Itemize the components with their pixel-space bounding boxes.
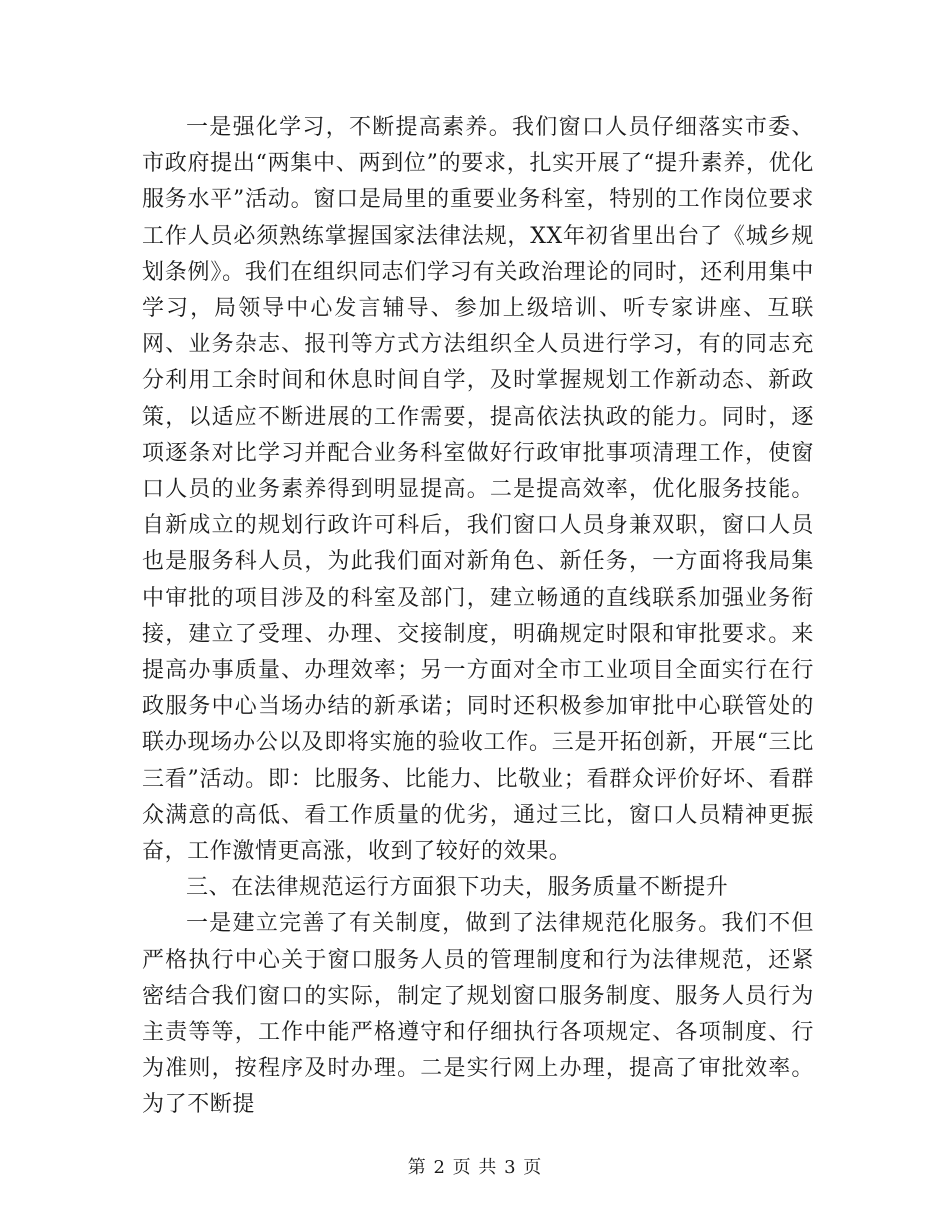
paragraph-2: 一是建立完善了有关制度，做到了法律规范化服务。我们不但严格执行中心关于窗口服务人员的管理制度和行为法律规范，还紧密结合我们窗口的实际，制定了规划窗口服务制度、服务人员行为主责等等，工作中能严格遵守和仔细执行各项规定、各项制度、行为准则，按程序及时办理。二是实行网上办理，提高了审批效率。为了不断提 [142, 911, 814, 1118]
page-footer: 第 2 页 共 3 页 [407, 1157, 543, 1178]
document-body [142, 110, 814, 1124]
section-heading: 三、在法律规范运行方面狠下功夫，服务质量不断提升 [186, 875, 729, 901]
paragraph-1: 一是强化学习，不断提高素养。我们窗口人员仔细落实市委、市政府提出“两集中、两到位”的要求，扎实开展了“提升素养，优化服务水平”活动。窗口是局里的重要业务科室，特别的工作岗位要求工作人员必须熟练掌握国家法律法规，XX年初省里出台了《城乡规划条例》。我们在组织同志们学习有关政治理论的同时，还利用集中学习，局领导中心发言辅导、参加上级培训、听专家讲座、互联网、业务杂志、报刊等方式方法组织全人员进行学习，有的同志充分利用工余时间和休息时间自学，及时掌握规划工作新动态、新政策，以适应不断进展的工作需要，提高依法执政的能力。同时，逐项逐条对比学习并配合业务科室做好行政审批事项清理工作，使窗口人员的业务素养得到明显提高。二是提高效率，优化服务技能。自新成立的规划行政许可科后，我们窗口人员身兼双职，窗口人员也是服务科人员，为此我们面对新角色、新任务，一方面将我局集中审批的项目涉及的科室及部门，建立畅通的直线联系加强业务衔接，建立了受理、办理、交接制度，明确规定时限和审批要求。来提高办事质量、办理效率；另一方面对全市工业项目全面实行在行政服务中心当场办结的新承诺；同时还积极参加审批中心联管处的联办现场办公以及即将实施的验收工作。三是开拓创新，开展“三比三看”活动。即：比服务、比能力、比敬业；看群众评价好坏、看群众满意的高低、看工作质量的优劣，通过三比，窗口人员精神更振奋，工作激情更高涨，收到了较好的效果。 [142, 115, 814, 865]
